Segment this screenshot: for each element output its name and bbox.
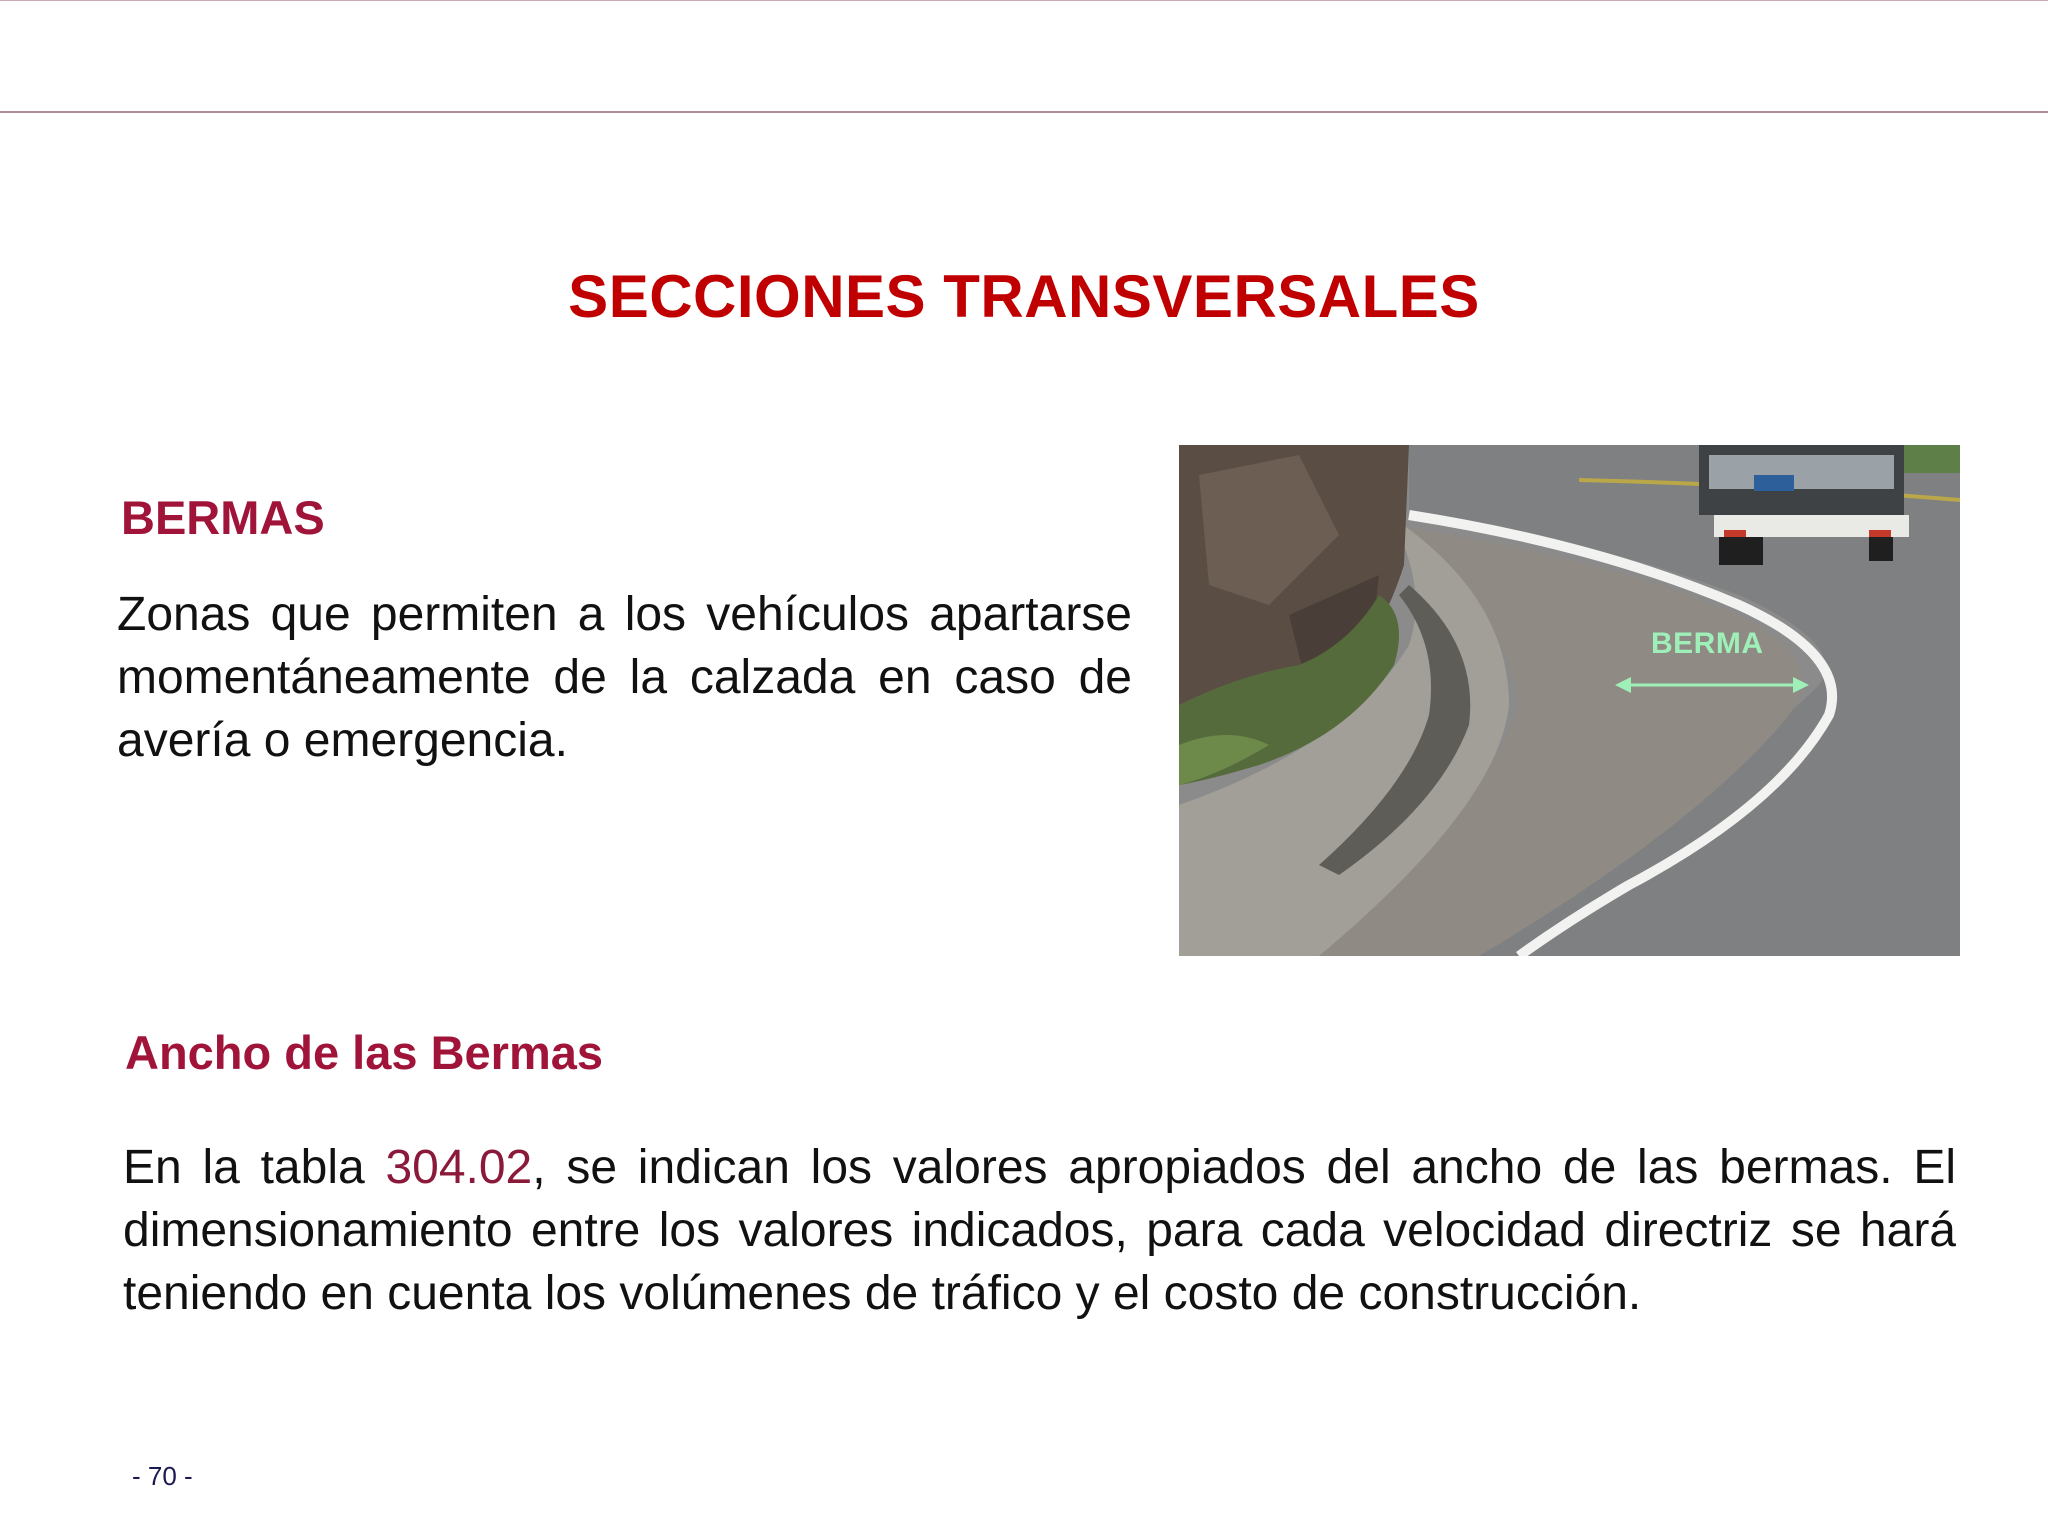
top-border-line	[0, 0, 2048, 1]
slide-title: SECCIONES TRANSVERSALES	[568, 263, 1480, 330]
header-divider	[0, 111, 2048, 113]
ancho-text-before: En la tabla	[123, 1141, 386, 1194]
ancho-text-after: , se indican los valores apropiados del ancho de las bermas. El dimensionamiento entre los valores indicados, para cada velocidad directriz se hará teniendo en cuenta los volúmenes de tráfico y el costo de construcción.	[123, 1141, 1956, 1320]
berma-photo-label: BERMA	[1651, 627, 1764, 660]
road-curve-illustration	[1179, 445, 1960, 956]
table-reference: 304.02	[385, 1141, 533, 1194]
ancho-paragraph	[123, 1136, 1956, 1325]
road-shoulder-photo	[1179, 445, 1960, 956]
page-number: - 70 -	[132, 1461, 193, 1491]
bermas-description: Zonas que permiten a los vehículos apartarse momentáneamente de la calzada en caso de avería o emergencia.	[117, 588, 1132, 767]
ancho-heading: Ancho de las Bermas	[125, 1026, 604, 1079]
bermas-heading: BERMAS	[121, 491, 325, 544]
